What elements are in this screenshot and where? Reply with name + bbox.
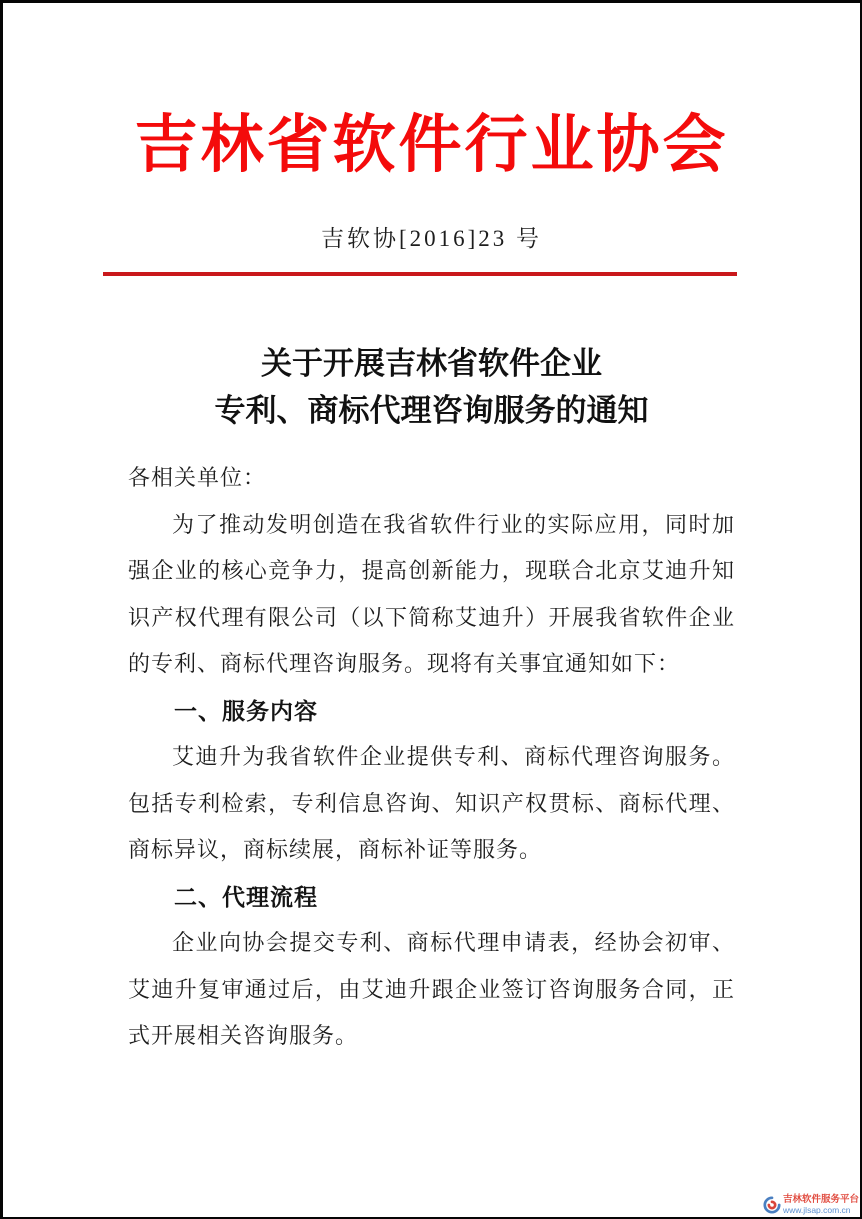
salutation: 各相关单位： <box>128 465 267 490</box>
notice-title-line1: 关于开展吉林省软件企业 <box>261 346 602 381</box>
section-2-heading: 二、代理流程 <box>174 883 318 910</box>
letterhead <box>3 103 860 276</box>
section-1-body: 艾迪升为我省软件企业提供专利、商标代理咨询服务。包括专利检索，专利信息咨询、知识产权贯标、商标代理、商标异议，商标续展，商标补证等服务。 <box>128 744 735 862</box>
intro-paragraph: 为了推动发明创造在我省软件行业的实际应用，同时加强企业的核心竞争力，提高创新能力，现联合北京艾迪升知识产权代理有限公司（以下简称艾迪升）开展我省软件企业的专利、商标代理咨询服务。现将有关事宜通知如下： <box>128 511 735 676</box>
notice-title-line2: 专利、商标代理咨询服务的通知 <box>214 393 649 428</box>
letterhead-org-name: 吉林省软件行业协会 <box>134 110 729 180</box>
watermark-text <box>783 1195 859 1215</box>
section-2-body: 企业向协会提交专利、商标代理申请表，经协会初审、艾迪升复审通过后，由艾迪升跟企业签订咨询服务合同，正式开展相关咨询服务。 <box>128 930 735 1048</box>
watermark-website: www.jlsap.com.cn <box>782 1204 851 1215</box>
notice-body <box>3 340 860 1060</box>
platform-watermark <box>763 1195 859 1215</box>
letterhead-divider <box>103 272 737 276</box>
platform-logo-icon <box>763 1196 781 1214</box>
watermark-platform-name: 吉林软件服务平台 <box>782 1194 859 1206</box>
letterhead-doc-number: 吉软协[2016]23 号 <box>320 226 543 251</box>
notice-content <box>128 455 735 1060</box>
notice-title <box>3 340 860 434</box>
section-1-heading: 一、服务内容 <box>174 697 318 724</box>
